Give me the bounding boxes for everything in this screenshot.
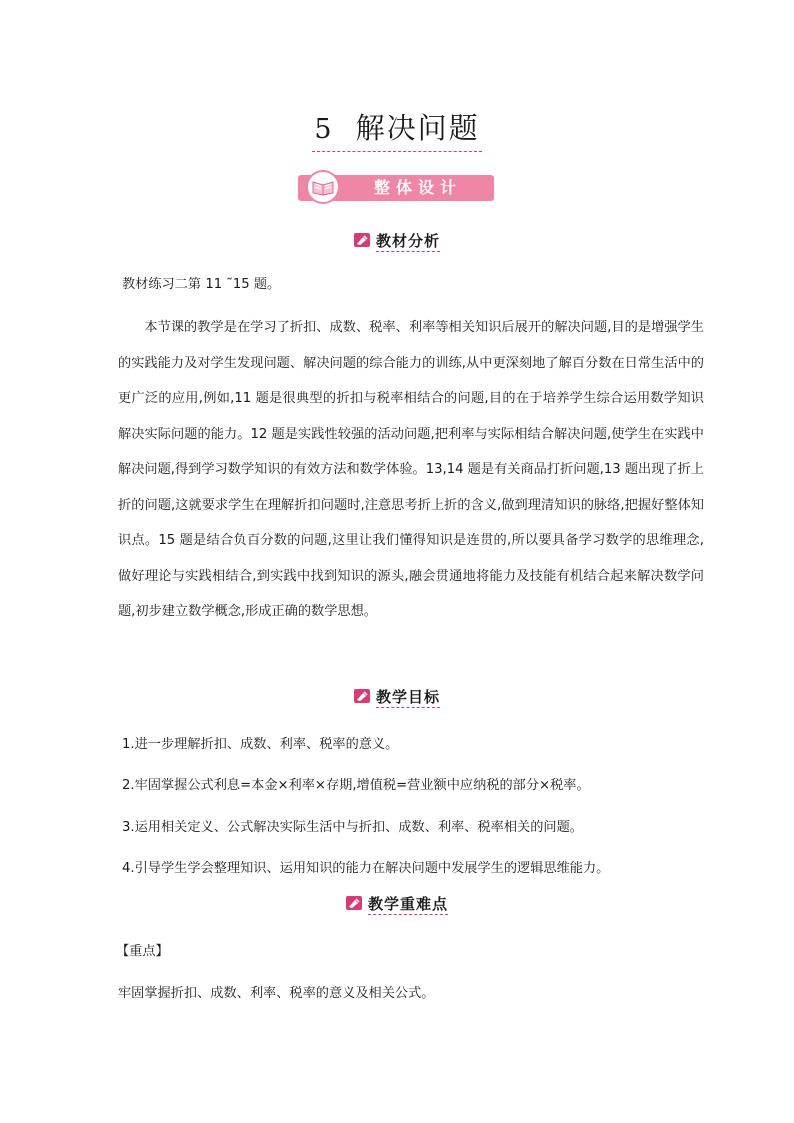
lesson-title-text: 解决问题 [355,111,480,145]
key-points-subheading: 【重点】 [116,944,169,959]
section-heading-analysis [0,230,794,251]
analysis-intro: 教材练习二第 11 ˜15 题。 [122,277,281,292]
section-heading-key-points [0,893,794,914]
pencil-arrow-icon [354,689,370,703]
objective-item: 2.牢固掌握公式利息=本金×利率×存期,增值税=营业额中应纳税的部分×税率。 [122,778,590,793]
book-icon [306,170,340,204]
pencil-arrow-icon [346,896,362,910]
lesson-title [0,110,794,152]
section-heading-objectives [0,686,794,707]
objective-item: 3.运用相关定义、公式解决实际生活中与折扣、成数、利率、税率相关的问题。 [122,820,583,835]
pencil-arrow-icon [354,233,370,247]
objective-item: 4.引导学生学会整理知识、运用知识的能力在解决问题中发展学生的逻辑思维能力。 [122,861,610,876]
section-heading-text: 教学目标 [375,688,440,706]
section-heading-text: 教学重难点 [367,895,448,913]
objective-item: 1.进一步理解折扣、成数、利率、税率的意义。 [122,737,399,752]
lesson-number: 5 [314,114,334,145]
banner-label: 整体设计 [373,178,462,197]
section-heading-text: 教材分析 [375,232,440,250]
analysis-body: 本节课的教学是在学习了折扣、成数、税率、利率等相关知识后展开的解决问题,目的是增强学生的实践能力及对学生发现问题、解决问题的综合能力的训练,从中更深刻地了解百分数在日常生活中的更广泛的应用,例如,11 题是很典型的折扣与税率相结合的问题,目的在于培养学生综合运用数学知识解决实际问题的能力。12 题是实践性较强的活动问题,把利率与实际相结合解决问题,使学生在实践中解决问题,得到学习数学知识的有效方法和数学体验。13,14 题是有关商品打折问题,13 题出现了折上折的问题,这就要求学生在理解折扣问题时,注意思考折上折的含义,做到理清知识的脉络,把握好整体知识点。15 题是结合负百分数的问题,这里让我们懂得知识是连贯的,所以要具备学习数学的思维理念,做好理论与实践相结合,到实践中找到知识的源头,融会贯通地将能力及技能有机结合起来解决数学问题,初步建立数学概念,形成正确的数学思想。 [118,320,704,619]
overall-design-banner [298,175,494,201]
key-points-text: 牢固掌握折扣、成数、利率、税率的意义及相关公式。 [118,986,435,1001]
